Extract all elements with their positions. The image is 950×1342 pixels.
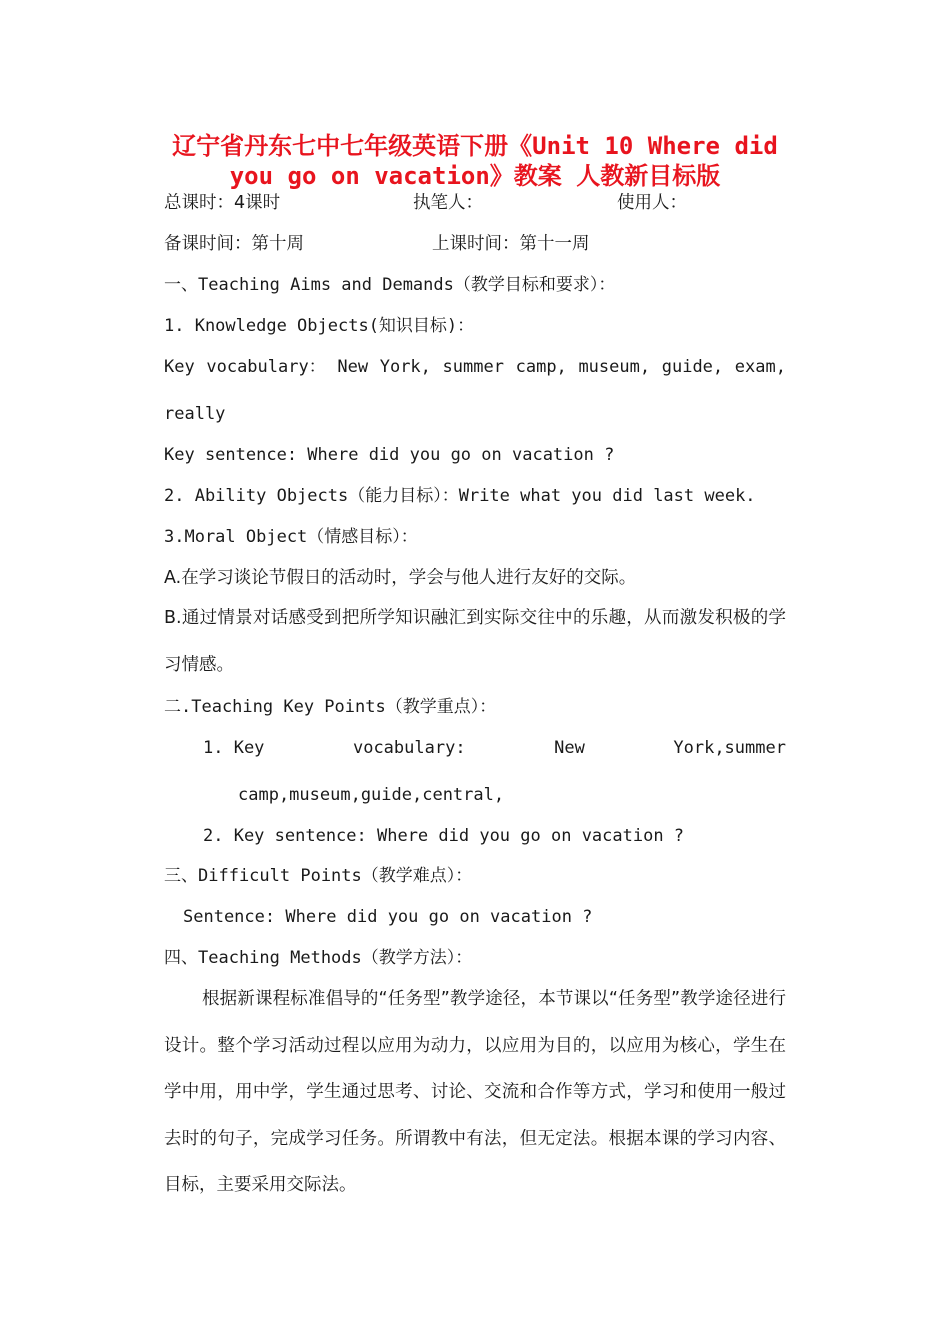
- key-vocab-word: summer: [442, 357, 504, 377]
- knowledge-heading: 1. Knowledge Objects(知识目标)：: [164, 316, 475, 336]
- document-title-line2: you go on vacation》教案 人教新目标版: [229, 162, 721, 190]
- key-point-1-line: [203, 736, 786, 760]
- key-point-word: New: [554, 738, 585, 758]
- key-sentence: Key sentence: Where did you go on vacation ?: [164, 445, 615, 465]
- key-vocab-word: camp,: [515, 357, 567, 377]
- prep-time: 备课时间：第十周: [164, 234, 304, 254]
- key-vocab-word: guide,: [661, 357, 724, 377]
- moral-heading: 3.Moral Object（情感目标）：: [164, 527, 418, 547]
- methods-heading: 四、Teaching Methods（教学方法）：: [164, 948, 473, 968]
- key-vocab-word: New: [337, 357, 369, 377]
- user-field: 使用人：: [617, 193, 687, 213]
- key-point-word: York,summer: [673, 738, 786, 758]
- key-vocab-word: York,: [379, 357, 431, 377]
- difficult-sentence: Sentence: Where did you go on vacation ?: [183, 907, 593, 927]
- author-field: 执笔人：: [413, 193, 483, 213]
- key-point-word: vocabulary:: [352, 738, 466, 758]
- difficult-heading: 三、Difficult Points（教学难点）：: [164, 866, 473, 886]
- total-hours: 总课时：4课时: [164, 193, 281, 213]
- key-vocab-word: vocabulary：: [206, 357, 326, 377]
- aims-heading: 一、Teaching Aims and Demands（教学目标和要求）：: [164, 275, 616, 295]
- key-vocab-word: museum,: [578, 357, 651, 377]
- key-vocab-continued: really: [164, 404, 226, 424]
- document-title-line1: 辽宁省丹东七中七年级英语下册《Unit 10 Where did: [172, 132, 778, 160]
- key-vocab-word: exam,: [734, 357, 786, 377]
- key-point-1-continued: camp,museum,guide,central,: [238, 785, 505, 805]
- methods-paragraph: 根据新课程标准倡导的“任务型”教学途径，本节课以“任务型”教学途径进行设计。整个学习活动过程以应用为动力，以应用为目的，以应用为核心，学生在学中用，用中学，学生通过思考、讨论、交流和合作等方式，学习和使用一般过去时的句子，完成学习任务。所谓教中有法，但无定法。根据本课的学习内容、目标，主要采用交际法。: [164, 989, 786, 1195]
- key-point-word: 1. Key: [203, 738, 265, 758]
- key-points-heading: 二.Teaching Key Points（教学重点）：: [164, 697, 497, 717]
- moral-item-a: A.在学习谈论节假日的活动时，学会与他人进行友好的交际。: [164, 568, 637, 588]
- moral-item-b: B.通过情景对话感受到把所学知识融汇到实际交往中的乐趣，从而激发积极的学习情感。: [164, 608, 786, 675]
- key-point-2: 2. Key sentence: Where did you go on vacation ?: [203, 826, 685, 846]
- ability-objects: 2. Ability Objects（能力目标）：Write what you did last week.: [164, 486, 756, 506]
- class-time: 上课时间：第十一周: [432, 234, 590, 254]
- key-vocab-word: Key: [164, 357, 195, 377]
- key-vocab-line: [164, 355, 786, 379]
